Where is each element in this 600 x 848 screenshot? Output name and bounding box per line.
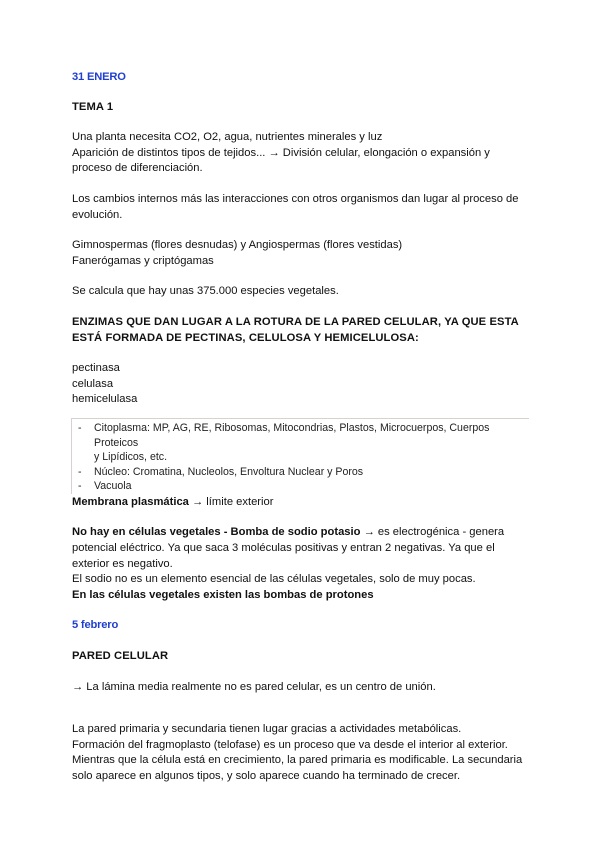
text-line: Aparición de distintos tipos de tejidos... → División celular, elongación o expansión y xyxy=(72,146,490,159)
bold-text: No hay en células vegetales - Bomba de sodio potasio xyxy=(72,526,361,539)
text-line: Una planta necesita CO2, O2, agua, nutrientes minerales y luz xyxy=(72,131,383,144)
text-line: ESTÁ FORMADA DE PECTINAS, CELULOSA Y HEMICELULOSA: xyxy=(72,331,419,344)
cell-wall-heading: PARED CELULAR xyxy=(72,650,169,663)
paragraph-middle-lamella: → La lámina media realmente no es pared celular, es un centro de unión. xyxy=(72,680,436,693)
bold-text: Membrana plasmática xyxy=(72,495,189,508)
text-line: potencial eléctrico. Ya que saca 3 moléculas positivas y entran 2 negativas. Ya que el xyxy=(72,542,495,555)
dash-bullet: - xyxy=(78,421,82,434)
text: → es electrogénica - genera xyxy=(360,526,505,539)
list-item: pectinasa xyxy=(72,362,120,375)
text-line: exterior es negativo. xyxy=(72,557,173,570)
paragraph-plant-needs xyxy=(72,130,528,177)
list-item xyxy=(72,421,529,465)
dash-bullet: - xyxy=(78,480,82,493)
dash-bullet: - xyxy=(78,465,82,478)
bold-text: En las células vegetales existen las bombas de protones xyxy=(72,588,374,601)
document-page xyxy=(72,70,528,785)
topic-heading: TEMA 1 xyxy=(72,100,114,113)
text-line: ENZIMAS QUE DAN LUGAR A LA ROTURA DE LA PARED CELULAR, YA QUE ESTA xyxy=(72,315,519,328)
list-item xyxy=(72,465,529,480)
text-line: La pared primaria y secundaria tienen lugar gracias a actividades metabólicas. xyxy=(72,723,462,736)
paragraph-sodium-pump xyxy=(72,525,528,603)
text-line: proceso de diferenciación. xyxy=(72,162,203,175)
enzymes-list xyxy=(72,361,528,408)
text-line: Formación del fragmoplasto (telofase) es un proceso que va desde el interior al exterior. xyxy=(72,738,508,751)
text-line: Citoplasma: MP, AG, RE, Ribosomas, Mitocondrias, Plastos, Microcuerpos, Cuerpos Proteicos xyxy=(94,421,490,449)
text-line: y Lipídicos, etc. xyxy=(94,451,168,464)
paragraph-evolution xyxy=(72,192,528,223)
list-item: celulasa xyxy=(72,377,114,390)
date-heading-january: 31 ENERO xyxy=(72,71,126,83)
paragraph-membrane xyxy=(72,495,528,511)
text-line: Mientras que la célula está en crecimiento, la pared primaria es modificable. La secundaria xyxy=(72,754,523,767)
text-line: evolución. xyxy=(72,208,123,221)
paragraph-cell-wall xyxy=(72,722,528,784)
text-line: El sodio no es un elemento esencial de las células vegetales, solo de muy pocas. xyxy=(72,573,476,586)
date-heading-february: 5 febrero xyxy=(72,619,119,632)
paragraph-species-count: Se calcula que hay unas 375.000 especies vegetales. xyxy=(72,285,339,298)
text: → límite exterior xyxy=(188,495,274,508)
paragraph-plant-groups xyxy=(72,238,528,269)
list-item xyxy=(72,479,529,494)
text-line: solo aparece en algunos tipos, y solo aparece cuando ha terminado de crecer. xyxy=(72,770,461,782)
text-line: Fanerógamas y criptógamas xyxy=(72,254,214,267)
text-line: Núcleo: Cromatina, Nucleolos, Envoltura Nuclear y Poros xyxy=(94,465,364,478)
text-line: Vacuola xyxy=(94,480,132,493)
cell-components-list xyxy=(71,418,529,494)
list-item: hemicelulasa xyxy=(72,393,138,406)
enzymes-heading xyxy=(72,315,528,346)
text-line: Gimnospermas (flores desnudas) y Angiospermas (flores vestidas) xyxy=(72,239,403,252)
text-line: Los cambios internos más las interacciones con otros organismos dan lugar al proceso de xyxy=(72,192,519,205)
